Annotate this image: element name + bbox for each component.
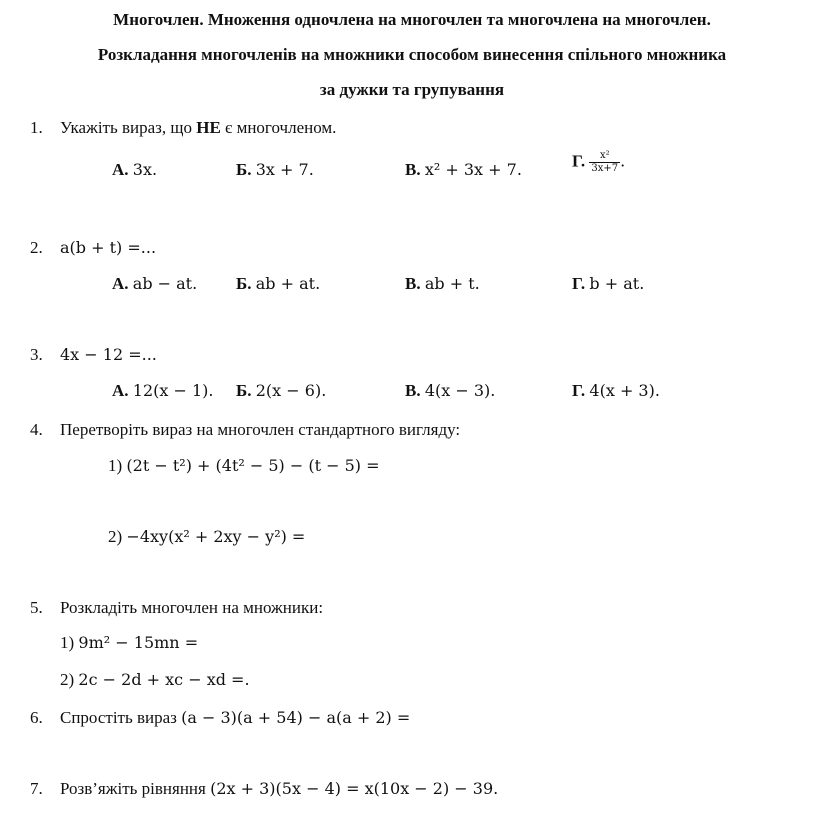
q7-number: 7. bbox=[30, 779, 43, 798]
title-line-1: Многочлен. Множення одночлена на многочлен та многочлена на многочлен. bbox=[113, 10, 711, 29]
q2-option-c-label: В. bbox=[405, 274, 421, 293]
q2-option-d bbox=[572, 274, 644, 294]
q5-item-2-expr: 2c − 2d + xc − xd =. bbox=[78, 670, 250, 689]
q1-option-a-expr: 3x. bbox=[132, 160, 158, 179]
q5-number: 5. bbox=[30, 598, 43, 617]
q4-text: Перетворіть вираз на многочлен стандартного вигляду: bbox=[60, 420, 461, 439]
q1-option-a bbox=[112, 160, 157, 180]
q7-text bbox=[60, 779, 498, 799]
q4-item-2-expr: −4xy(x² + 2xy − y²) = bbox=[126, 527, 306, 546]
q2-option-a-expr: ab − at. bbox=[132, 274, 198, 293]
q2-option-a bbox=[112, 274, 197, 294]
q1-text bbox=[60, 118, 336, 138]
q3-option-b-expr: 2(x − 6). bbox=[255, 381, 327, 400]
q1-text-bold: НЕ bbox=[196, 118, 221, 137]
q6-number: 6. bbox=[30, 708, 43, 727]
q1-option-b bbox=[236, 160, 314, 180]
title-line-3: за дужки та групування bbox=[319, 80, 505, 99]
q4-item-1-label: 1) bbox=[108, 456, 123, 475]
q5-text: Розкладіть многочлен на множники: bbox=[60, 598, 324, 617]
q3-option-a-label: А. bbox=[112, 381, 129, 400]
q1-option-b-label: Б. bbox=[236, 160, 252, 179]
q1-option-d-label: Г. bbox=[572, 151, 586, 171]
q5-item-1-label: 1) bbox=[60, 633, 75, 652]
q2-option-b bbox=[236, 274, 320, 294]
q3-text: 4x − 12 =... bbox=[60, 345, 157, 364]
q1-option-c-label: В. bbox=[405, 160, 421, 179]
q2-option-b-label: Б. bbox=[236, 274, 252, 293]
q2-option-b-expr: ab + at. bbox=[255, 274, 321, 293]
q1-option-a-label: А. bbox=[112, 160, 129, 179]
q4-item-1-expr: (2t − t²) + (4t² − 5) − (t − 5) = bbox=[126, 456, 380, 475]
q1-option-c-expr: x² + 3x + 7. bbox=[424, 160, 522, 179]
q3-option-c-label: В. bbox=[405, 381, 421, 400]
q1-option-d-fraction bbox=[589, 150, 620, 175]
q4-item-1 bbox=[108, 456, 380, 476]
q1-text-before: Укажіть вираз, що bbox=[60, 118, 197, 137]
q5-item-2-label: 2) bbox=[60, 670, 75, 689]
q1-option-d bbox=[572, 150, 625, 175]
q4-item-2 bbox=[108, 527, 305, 547]
q1-option-c bbox=[405, 160, 522, 180]
q7-expr: (2x + 3)(5x − 4) = x(10x − 2) − 39. bbox=[210, 779, 499, 798]
q6-expr: (a − 3)(a + 54) − a(a + 2) = bbox=[181, 708, 411, 727]
q6-text-label: Спростіть вираз bbox=[60, 708, 182, 727]
q1-number: 1. bbox=[30, 118, 43, 137]
q2-option-c-expr: ab + t. bbox=[424, 274, 480, 293]
q2-option-a-label: А. bbox=[112, 274, 129, 293]
q7-text-label: Розв’яжіть рівняння bbox=[60, 779, 211, 798]
q5-item-1 bbox=[60, 633, 198, 653]
q2-option-d-label: Г. bbox=[572, 274, 586, 293]
q2-text: a(b + t) =... bbox=[60, 238, 157, 257]
q3-number: 3. bbox=[30, 345, 43, 364]
q3-option-a-expr: 12(x − 1). bbox=[132, 381, 214, 400]
q1-option-b-expr: 3x + 7. bbox=[255, 160, 314, 179]
q3-option-c bbox=[405, 381, 495, 401]
q3-option-a bbox=[112, 381, 214, 401]
q3-option-b bbox=[236, 381, 326, 401]
q2-number: 2. bbox=[30, 238, 43, 257]
title-line-2: Розкладання многочленів на множники способом винесення спільного множника bbox=[97, 45, 727, 64]
q1-option-d-tail: . bbox=[620, 151, 626, 171]
fraction-numerator: x² bbox=[589, 150, 620, 163]
q5-item-2 bbox=[60, 670, 250, 690]
fraction-denominator: 3x+7 bbox=[591, 163, 619, 174]
q2-option-c bbox=[405, 274, 480, 294]
q3-option-d bbox=[572, 381, 660, 401]
q6-text bbox=[60, 708, 410, 728]
q2-option-d-expr: b + at. bbox=[589, 274, 645, 293]
q3-option-d-expr: 4(x + 3). bbox=[589, 381, 660, 400]
q1-text-after: є многочленом. bbox=[220, 118, 337, 137]
q4-item-2-label: 2) bbox=[108, 527, 123, 546]
q5-item-1-expr: 9m² − 15mn = bbox=[78, 633, 199, 652]
q3-option-c-expr: 4(x − 3). bbox=[424, 381, 496, 400]
q3-option-d-label: Г. bbox=[572, 381, 586, 400]
q4-number: 4. bbox=[30, 420, 43, 439]
q3-option-b-label: Б. bbox=[236, 381, 252, 400]
